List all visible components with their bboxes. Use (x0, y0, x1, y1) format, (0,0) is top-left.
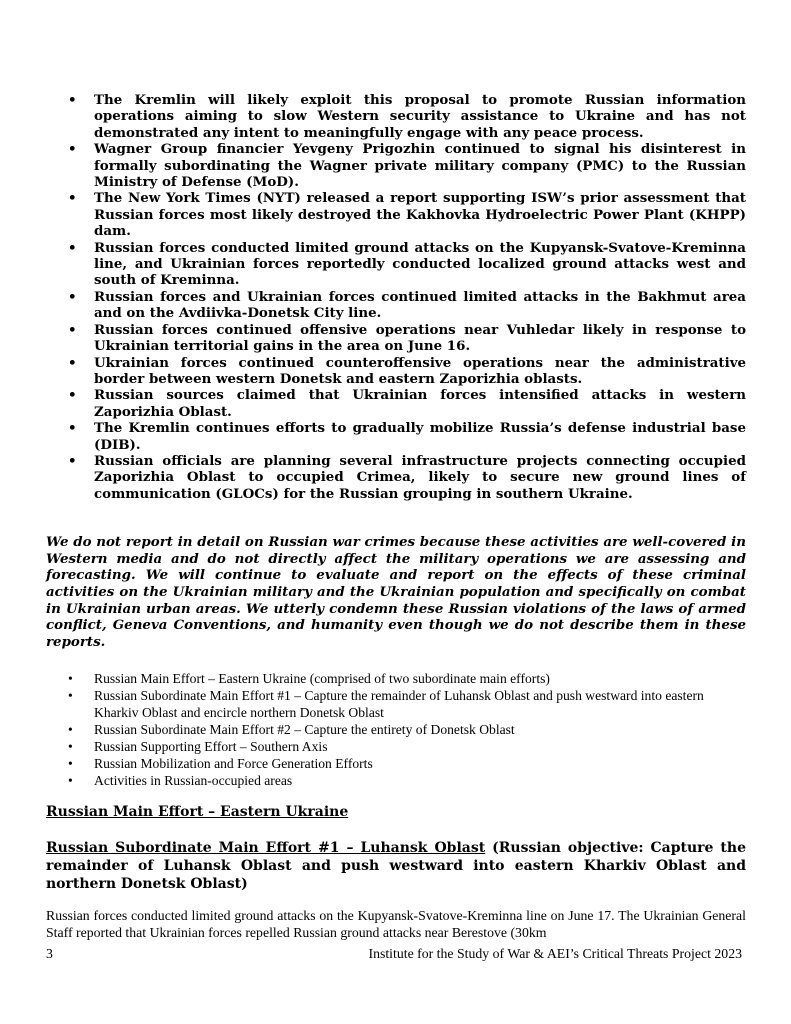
list-item: • The Kremlin continues efforts to gradually mobilize Russia’s defense industrial base (DIB). (46, 420, 746, 453)
subsection-objective: (Russian objective: Capture the remainder of Luhansk Oblast and push westward into eastern Kharkiv Oblast and northern Donetsk Oblast) (46, 840, 746, 893)
list-item: • Ukrainian forces continued counteroffensive operations near the administrative border between western Donetsk and eastern Zaporizhia oblasts. (46, 355, 746, 388)
list-item: • Russian forces continued offensive operations near Vuhledar likely in response to Ukrainian territorial gains in the area on June 16. (46, 322, 746, 355)
contents-item: • Russian Subordinate Main Effort #1 – Capture the remainder of Luhansk Oblast and push westward into eastern Kharkiv Oblast and encircle northern Donetsk Oblast (46, 687, 746, 721)
contents-item: • Russian Subordinate Main Effort #2 – Capture the entirety of Donetsk Oblast (46, 721, 746, 738)
report-page (46, 92, 746, 955)
list-item: • Russian officials are planning several infrastructure projects connecting occupied Zaporizhia Oblast to occupied Crimea, likely to secure new ground lines of communication (GLOCs) for the Russian grouping in southern Ukraine. (46, 453, 746, 502)
footer-organization: Institute for the Study of War & AEI’s Critical Threats Project 2023 (368, 946, 742, 961)
list-item: • Wagner Group financier Yevgeny Prigozhin continued to signal his disinterest in formally subordinating the Wagner private military company (PMC) to the Russian Ministry of Defense (MoD). (46, 141, 746, 190)
contents-item: • Russian Mobilization and Force Generation Efforts (46, 755, 746, 772)
list-item: • Russian forces and Ukrainian forces continued limited attacks in the Bakhmut area and on the Avdiivka-Donetsk City line. (46, 289, 746, 322)
subsection-heading (46, 839, 746, 893)
contents-item: • Russian Main Effort – Eastern Ukraine (comprised of two subordinate main efforts) (46, 670, 746, 687)
list-item: • Russian sources claimed that Ukrainian forces intensified attacks in western Zaporizhia Oblast. (46, 387, 746, 420)
section-heading: Russian Main Effort – Eastern Ukraine (46, 804, 349, 821)
page-number: 3 (46, 946, 53, 961)
contents-item: • Russian Supporting Effort – Southern Axis (46, 738, 746, 755)
page-footer (46, 946, 742, 964)
list-item: • The New York Times (NYT) released a report supporting ISW’s prior assessment that Russian forces most likely destroyed the Kakhovka Hydroelectric Power Plant (KHPP) dam. (46, 190, 746, 239)
list-item: • The Kremlin will likely exploit this proposal to promote Russian information operations aiming to slow Western security assistance to Ukraine and has not demonstrated any intent to meaningfully engage with any peace process. (46, 92, 746, 141)
list-item: • Russian forces conducted limited ground attacks on the Kupyansk-Svatove-Kreminna line, and Ukrainian forces reportedly conducted localized ground attacks west and south of Kreminna. (46, 240, 746, 289)
body-paragraph: Russian forces conducted limited ground attacks on the Kupyansk-Svatove-Kreminna line on June 17. The Ukrainian General Staff reported that Ukrainian forces repelled Russian ground attacks near Berestove (30km (46, 908, 746, 941)
key-takeaways-list (46, 92, 746, 502)
subsection-title: Russian Subordinate Main Effort #1 – Luhansk Oblast (46, 840, 486, 857)
contents-item: • Activities in Russian-occupied areas (46, 772, 746, 789)
war-crimes-disclaimer: We do not report in detail on Russian war crimes because these activities are well-covered in Western media and do not directly affect the military operations we are assessing and forecasting. We will continue to evaluate and report on the effects of these criminal activities on the Ukrainian military and the Ukrainian population and specifically on combat in Ukrainian urban areas. We utterly condemn these Russian violations of the laws of armed conflict, Geneva Conventions, and humanity even though we do not describe them in these reports. (46, 534, 746, 650)
report-contents-list (46, 670, 746, 789)
